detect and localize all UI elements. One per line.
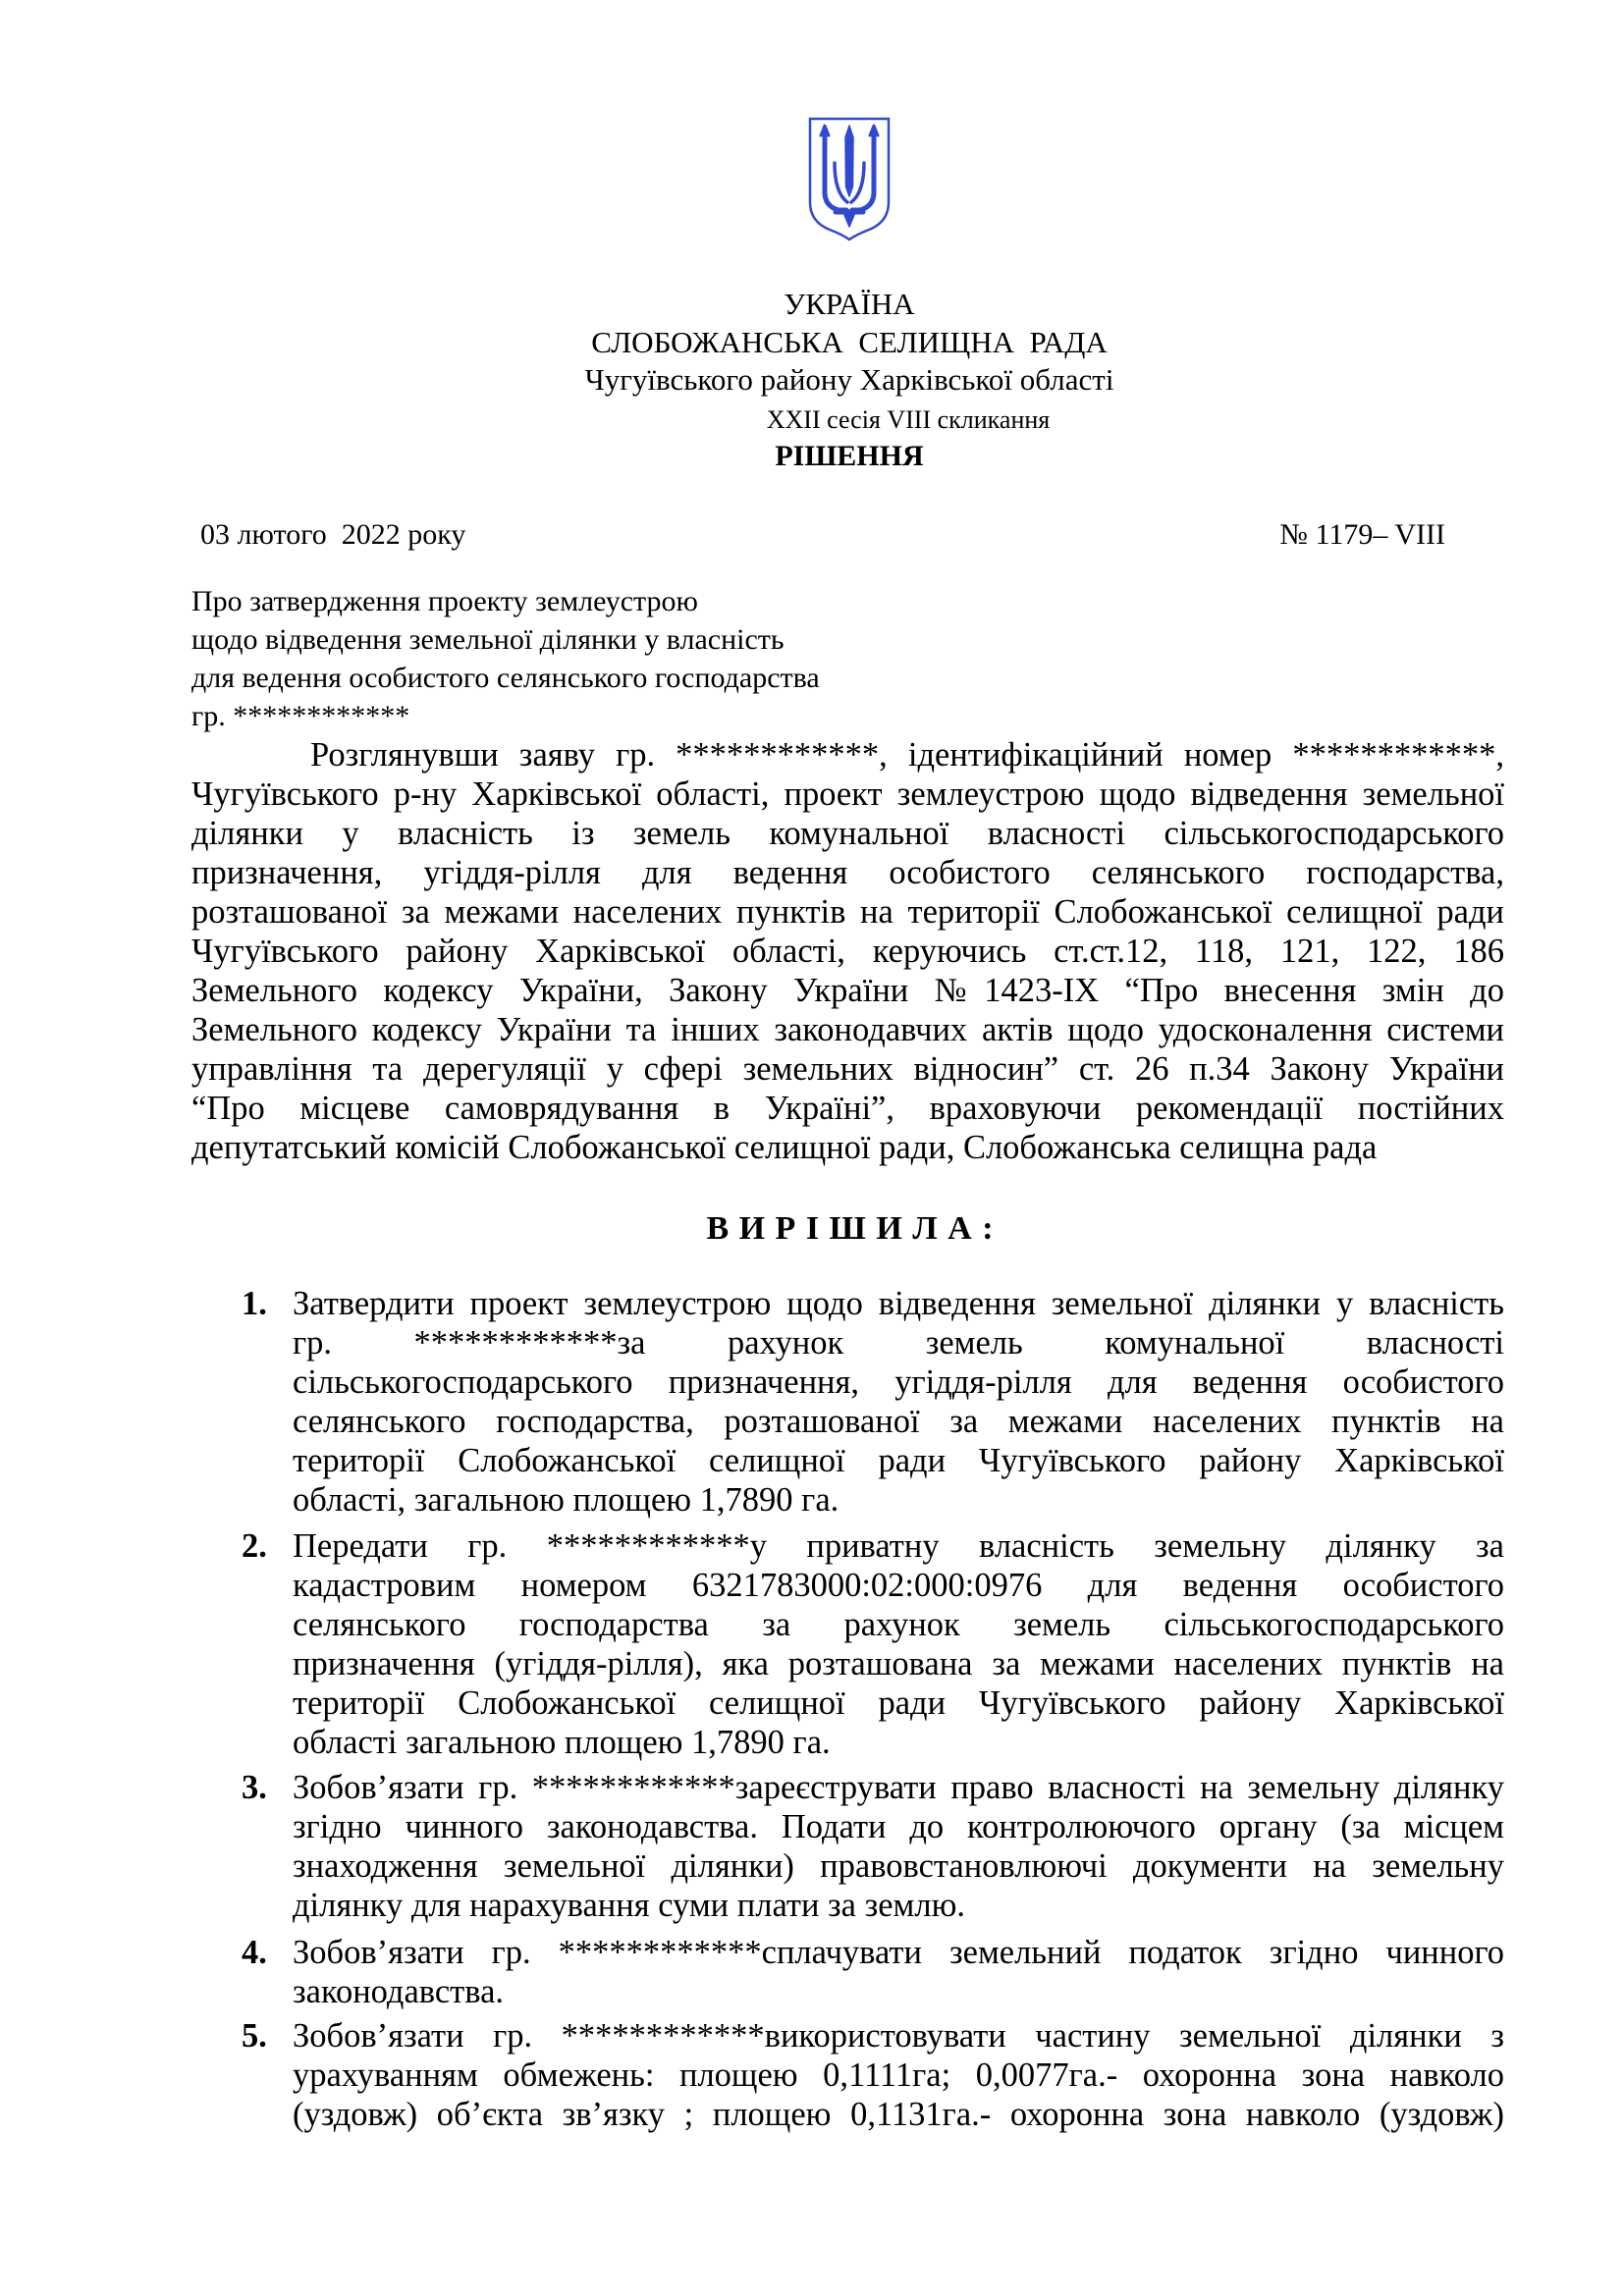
item-line: гр. ************за рахунок земель комунальної власності (293, 1324, 1504, 1362)
preamble-line: “Про місцеве самоврядування в Україні”, враховуючи рекомендації постійних (191, 1090, 1504, 1127)
item-text (293, 1284, 1504, 1520)
item-line: (уздовж) об’єкта зв’язку ; площею 0,1131га.- охоронна зона навколо (уздовж) (293, 2096, 1504, 2133)
resolution-heading: В И Р І Ш И Л А : (706, 1210, 995, 1247)
decision-number: № 1179– VIII (1279, 518, 1445, 551)
item-line: селянського господарства за рахунок земель сільськогосподарського (293, 1606, 1504, 1643)
preamble-line: Чугуївського р-ну Харківської області, проект землеустрою щодо відведення земельної (191, 775, 1504, 813)
item-line: селянського господарства, розташованої за межами населених пунктів на (293, 1403, 1504, 1440)
council-name: СЛОБОЖАНСЬКА СЕЛИЩНА РАДА (591, 325, 1108, 359)
item-text (293, 1768, 1504, 1925)
item-line: Передати гр. ************у приватну власність земельну ділянку за (293, 1527, 1504, 1565)
session-info: XXII сесія VIII скликання (766, 405, 1051, 434)
item-line: законодавства. (293, 1973, 505, 2010)
item-number: 5. (242, 2017, 267, 2055)
preamble-line: розташованої за межами населених пунктів на території Слобожанської селищної ради (191, 893, 1504, 931)
preamble-line: Земельного кодексу України та інших законодавчих актів щодо удосконалення системи (191, 1011, 1504, 1048)
item-number: 4. (242, 1934, 267, 1971)
item-line: території Слобожанської селищної ради Чугуївського району Харківської (293, 1442, 1504, 1479)
preamble-line: ділянки у власність із земель комунальної власності сільськогосподарського (191, 815, 1504, 852)
item-line: призначення (угіддя-рілля), яка розташована за межами населених пунктів на (293, 1645, 1504, 1682)
subject-line: гр. ************ (191, 700, 410, 732)
item-line: згідно чинного законодавства. Подати до контролюючого органу (за місцем (293, 1808, 1504, 1845)
item-text (293, 1933, 1504, 2011)
preamble-line: Розглянувши заяву гр. ************, ідентифікаційний номер ************, (310, 736, 1504, 774)
preamble-line: призначення, угіддя-рілля для ведення особистого селянського господарства, (191, 854, 1504, 891)
country-name: УКРАЇНА (784, 287, 915, 321)
preamble-paragraph (191, 735, 1504, 1167)
preamble-line: депутатський комісій Слобожанської селищної ради, Слобожанська селищна рада (191, 1129, 1378, 1166)
preamble-line: Чугуївського району Харківської області, керуючись ст.ст.12, 118, 121, 122, 186 (191, 933, 1504, 970)
subject-line: Про затвердження проекту землеустрою (191, 585, 698, 617)
region-name: Чугуївського району Харківської області (584, 362, 1114, 397)
decision-subject (191, 582, 1075, 735)
item-line: кадастровим номером 6321783000:02:000:0976 для ведення особистого (293, 1567, 1504, 1604)
item-line: урахуванням обмежень: площею 0,1111га; 0,0077га.- охоронна зона навколо (293, 2056, 1504, 2094)
item-line: території Слобожанської селищної ради Чугуївського району Харківської (293, 1684, 1504, 1722)
subject-line: щодо відведення земельної ділянки у власність (191, 623, 785, 656)
item-number: 1. (242, 1285, 267, 1322)
item-line: знаходження земельної ділянки) правовстановлюючі документи на земельну (293, 1847, 1504, 1885)
item-line: Зобов’язати гр. ************використовувати частину земельної ділянки з (293, 2017, 1504, 2055)
document-type: РІШЕННЯ (775, 440, 924, 472)
item-line: Затвердити проект землеустрою щодо відведення земельної ділянки у власність (293, 1285, 1504, 1322)
coat-of-arms-icon (807, 116, 892, 241)
item-text (293, 1526, 1504, 1762)
item-text (293, 2016, 1504, 2134)
item-line: Зобов’язати гр. ************зареєструвати право власності на земельну ділянку (293, 1769, 1504, 1806)
emblem-trident (821, 126, 878, 227)
item-line: області, загальною площею 1,7890 га. (293, 1481, 839, 1519)
item-line: області загальною площею 1,7890 га. (293, 1724, 831, 1761)
decision-date: 03 лютого 2022 року (200, 518, 466, 551)
item-line: ділянку для нарахування суми плати за землю. (293, 1887, 965, 1924)
preamble-line: управління та дерегуляції у сфері земельних відносин” ст. 26 п.34 Закону України (191, 1050, 1504, 1088)
preamble-line: Земельного кодексу України, Закону України №1423-IX “Про внесення змін до (191, 972, 1504, 1009)
coat-of-arms (807, 116, 892, 241)
item-number: 2. (242, 1527, 267, 1565)
item-line: сільськогосподарського призначення, угіддя-рілля для ведення особистого (293, 1363, 1504, 1401)
item-line: Зобов’язати гр. ************сплачувати земельний податок згідно чинного (293, 1934, 1504, 1971)
subject-line: для ведення особистого селянського господарства (191, 662, 820, 694)
item-number: 3. (242, 1769, 267, 1806)
